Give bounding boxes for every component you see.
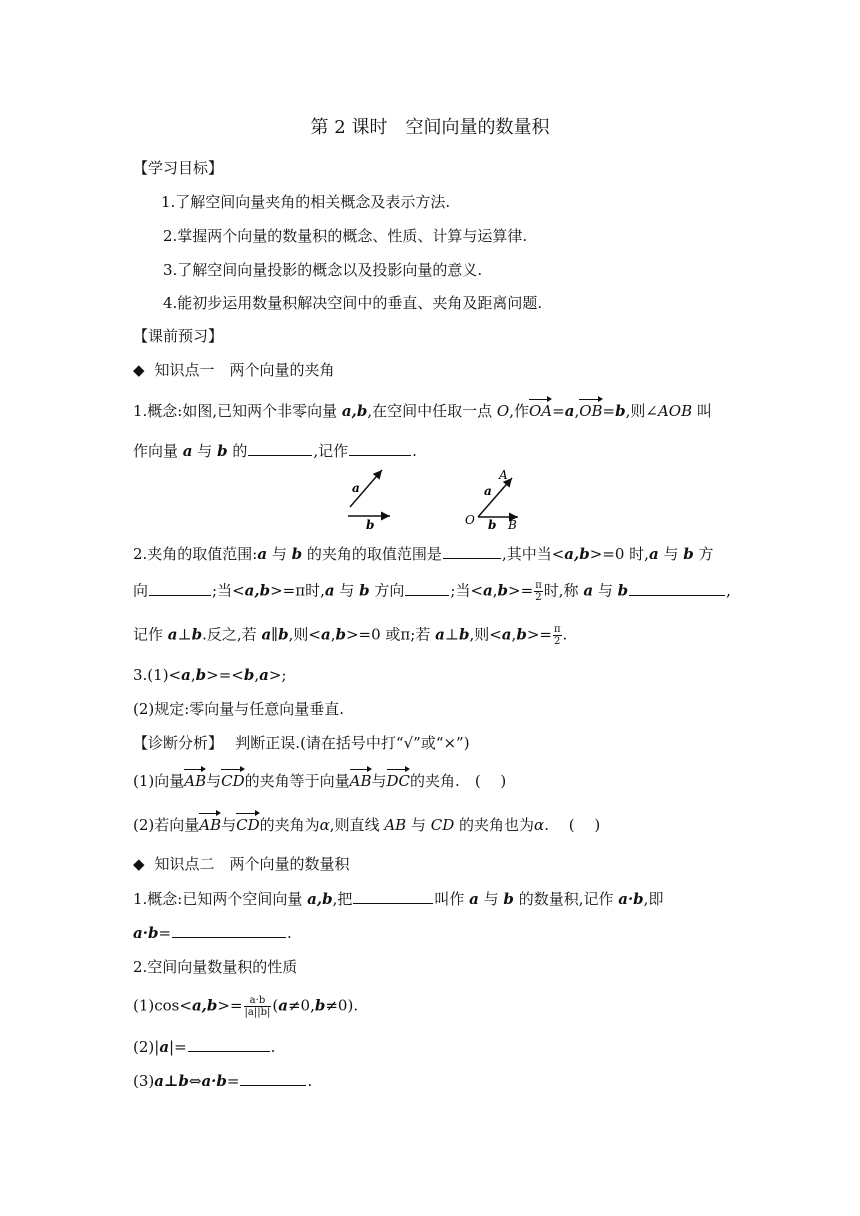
kp1-point3-1: 3.(1)<a,b>=<b,a>; [133,666,287,684]
blank-magnitude[interactable] [188,1037,270,1052]
goal-2: 2.掌握两个向量的数量积的概念、性质、计算与运算律. [163,227,528,245]
kp1-concept-line1: 1.概念:如图,已知两个非零向量 a,b,在空间中任取一点 O,作OA=a,OB=b,则∠AOB 叫 [133,402,712,420]
figure-left-a-label: a [352,481,360,495]
figure-point-B: B [508,518,517,532]
angle-figure [330,462,530,534]
dot-properties-heading: 2.空间向量数量积的性质 [133,958,298,976]
goal-4: 4.能初步运用数量积解决空间中的垂直、夹角及距离问题. [163,294,543,312]
kp2-heading [133,854,350,874]
kp1-range-line1: 2.夹角的取值范围:a 与 b 的夹角的取值范围是 ,其中当<a,b>=0 时,a 与 b 方 [133,545,714,563]
figure-right-b-label: b [488,518,497,532]
diamond-bullet-icon: ◆ [133,361,145,379]
figure-left [348,470,390,532]
blank-angle-name[interactable] [248,441,312,456]
kp1-point3-2: (2)规定:零向量与任意向量垂直. [133,700,345,718]
page-title: 第 2 课时 空间向量的数量积 [310,117,550,138]
dot-concept-line1: 1.概念:已知两个空间向量 a,b,把 叫作 a 与 b 的数量积,记作 a·b,即 [133,890,664,908]
figure-point-O: O [465,513,475,527]
goal-1: 1.了解空间向量夹角的相关概念及表示方法. [161,193,451,211]
blank-dot-definition[interactable] [353,889,433,904]
blank-perpendicular-condition[interactable] [240,1071,306,1086]
property-1: (1)cos<a,b>= $\frac{a\cdot b}{|a||b|}$ (a≠0,b≠0). [133,995,359,1018]
figure-point-A: A [499,468,508,482]
blank-same-direction[interactable] [149,581,211,596]
section-preview: 【课前预习】 [133,327,224,345]
kp1-concept-line2: 作向量 a 与 b 的 ,记作 . [133,442,417,460]
diagnosis-q2: (2)若向量AB与CD的夹角为α,则直线 AB 与 CD 的夹角也为α. ( ) [133,816,601,834]
blank-range[interactable] [443,544,501,559]
figure-right [465,468,518,532]
section-goals: 【学习目标】 [133,159,224,177]
blank-dot-formula[interactable] [172,923,286,938]
blank-opposite-direction[interactable] [405,581,449,596]
kp1-range-line2: 向 ;当<a,b>=π时,a 与 b 方向 ;当<a,b>= $\frac{\pi}{2}$ 时,称 a 与 b , [133,580,731,603]
figure-right-a-label: a [484,484,492,498]
blank-angle-notation[interactable] [349,441,411,456]
property-2: (2)|a|= . [133,1038,276,1056]
diagnosis-heading: 【诊断分析】 判断正误.(请在括号中打“√”或“×”) [133,734,470,752]
property-3: (3)a⊥b⇔a·b= . [133,1072,313,1090]
kp1-heading [133,360,335,380]
blank-perpendicular[interactable] [629,581,725,596]
figure-left-b-label: b [366,518,375,532]
kp1-range-line3: 记作 a⊥b.反之,若 a∥b,则<a,b>=0 或π;若 a⊥b,则<a,b>= $\frac{\pi}{2}$ . [133,624,568,647]
kp1-title: 知识点一 两个向量的夹角 [154,361,335,379]
diamond-bullet-icon: ◆ [133,855,145,873]
dot-concept-line2: a·b= . [133,924,292,942]
goal-3: 3.了解空间向量投影的概念以及投影向量的意义. [163,261,483,279]
diagnosis-q1: (1)向量AB与CD的夹角等于向量AB与DC的夹角. ( ) [133,772,507,790]
kp2-title: 知识点二 两个向量的数量积 [154,855,350,873]
